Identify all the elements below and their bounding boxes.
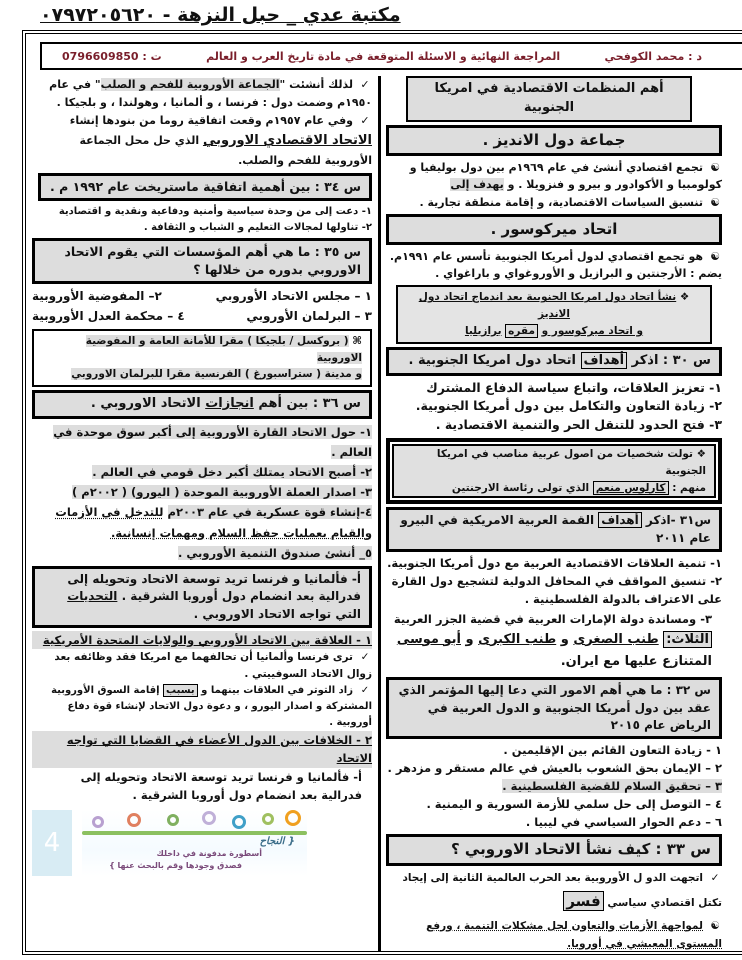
q30-answers — [386, 379, 722, 435]
command-icon: ⌘ — [348, 334, 362, 347]
list-item: ٢– المفوضية الأوروبية — [32, 289, 162, 304]
yin-yang-icon: ☯ — [710, 919, 720, 932]
phone: ت : 0796609850 — [62, 49, 162, 63]
q33-answer-1: ✓اتجهت الدو ل الأوروبية بعد الحرب العالمية الثانية إلى إيجاد تكتل اقتصادي سياسي فسر — [386, 869, 722, 914]
q33-answer-2: ☯لمواجهة الأزمات والتعاون لحل مشكلات التنمية ، ورفع المستوى المعيشي في أوروبا. — [386, 917, 722, 954]
question-35: س ٣٥ : ما هي أهم المؤسسات التي يقوم الاتحاد الاوروبي بدوره من خلالها ؟ — [32, 238, 372, 284]
list-item: ٣- اصدار العملة الأوروبية الموحدة ( اليورو) ( ٢٠٠٢م ) — [71, 485, 372, 500]
list-item: ٢ – الإيمان بحق الشعوب بالعيش في عالم مستقر و مزدهر . — [387, 761, 722, 776]
question-34: س ٣٤ : بين أهمية اتفاقية ماستريخت عام ١٩٩٢ م . — [38, 173, 372, 201]
list-item: ١- دعت إلى من وحدة سياسية وأمنية ودفاعية ونقدية و اقتصادية — [58, 206, 372, 218]
checkmark-icon: ✓ — [360, 651, 370, 664]
list-item: ١- تعزيز العلاقات، واتباع سياسة الدفاع المشترك — [426, 379, 722, 395]
question-30: س ٣٠ : اذكر أهداف اتحاد دول امريكا الجنوبية . — [386, 347, 722, 376]
checkmark-icon: ✓ — [360, 685, 370, 697]
q35-answers — [32, 287, 372, 325]
andes-title: جماعة دول الانديز . — [386, 125, 722, 157]
image-caption-title: { النجاح — [259, 835, 295, 847]
flowers-image — [82, 810, 307, 876]
checkmark-icon: ✓ — [360, 114, 370, 128]
andes-text: ☯تجمع اقتصادي أنشئ في عام ١٩٦٩م بين دول بوليفيا و كولومبيا و الأكوادور و بيرو و فنزويلا . و يهدف إلى ☯تنسيق السياسات الاقتصادية، و إقامة منطقة تجارية . — [386, 159, 722, 210]
note-box: ⌘ ( بروكسل / بلجيكا ) مقرا للأمانة العامة و المفوضية الاوروبية و مدينة ( ستراسبورغ ) الفرنسية مقرا للبرلمان الاوروبي — [32, 329, 372, 387]
list-item: ٣ – البرلمان الأوروبي — [246, 308, 372, 323]
list-item: ٦ – دعم الحوار السياسي في ليبيا . — [525, 814, 722, 829]
teacher-name: د : محمد الكوفحي — [604, 49, 702, 63]
flower-icon — [202, 811, 216, 825]
image-row — [32, 810, 372, 876]
list-item: ١ – مجلس الاتحاد الأوروبي — [215, 289, 372, 304]
yin-yang-icon: ☯ — [710, 250, 720, 264]
q31-answers — [386, 555, 722, 674]
list-item: ٣ – تحقيق السلام للقضية الفلسطينية . — [502, 778, 722, 793]
shop-header: مكتبة عدي _ حبل النزهة - ٠٧٩٧٢٠٥٦٢٠ — [40, 4, 401, 26]
eu-origin-text: ✓لذلك أنشئت "الجماعة الأوروبية للفحم و الصلب" في عام ١٩٥٠م وضمت دول : فرنسا ، و ألمانيا ، وهولندا ، و بلجيكا . ✓وفي عام ١٩٥٧م وقعت اتفاقية روما من بنودها إنشاء الاتحاد الاقتصادي الاوروبي الذي حل محل الجماعة الأوروبية للفحم والصلب. — [49, 78, 372, 167]
list-item: ٢- تنسيق المواقف في المحافل الدولية لتشجيع دول القارة على الاعتراف بالدولة الفلسطينية . — [391, 573, 722, 606]
question-36: س ٣٦ : بين أهم انجازات الاتحاد الاوروبي . — [32, 390, 372, 419]
flower-icon — [232, 815, 246, 829]
mercosur-text: ☯هو تجمع اقتصادي لدول أمريكا الجنوبية تأسس عام ١٩٩١م. يضم : الأرجنتين و البرازيل و الأوروغواي و باراغواي . — [389, 250, 722, 281]
list-item: ٤ – محكمة العدل الأوروبية — [32, 308, 185, 323]
page-number: 4 — [32, 810, 72, 876]
list-item: ٤ – التوصل إلى حل سلمي للأزمة السورية و اليمنية . — [426, 796, 722, 811]
image-caption: أسطورة مدفونة في داخلك — [156, 848, 262, 858]
question-37: أ- فألمانيا و فرنسا تريد توسعة الاتحاد وتحويله إلى فدرالية بعد انضمام دول أوروبا الشرقية . التحديات التي تواجه الاتحاد الاوروبي . — [32, 566, 372, 628]
list-item: ٤-إنشاء قوة عسكرية في عام ٢٠٠٣م للتدخل في الأزمات والقيام بعمليات حفظ السلام ومهمات إنسانية. — [55, 505, 372, 540]
flower-icon — [92, 816, 104, 828]
list-item: ٥_ أنشئ صندوق التنمية الأوروبي . — [178, 545, 372, 560]
mercosur-title: اتحاد ميركوسور . — [386, 214, 722, 246]
right-column — [386, 76, 722, 954]
list-item: ١- تنمية العلاقات الاقتصادية العربية مع دول أمريكا الجنوبية. — [387, 556, 722, 571]
list-item: ٢- أصبح الاتحاد يمتلك أكبر دخل قومي في العالم . — [92, 465, 372, 480]
q37-answers: ١ - العلاقة بين الاتحاد الأوروبي والولايات المتحدة الأمريكية ✓ترى فرنسا وألمانيا أن تحالفهما مع امريكا فقد وظائفه بعد زوال الاتحاد السوفييتي . ✓زاد التوتر في العلاقات بينهما و بسبب إقامة السوق الأوروبية المشتركة و اصدار اليورو ، و دعوة دول الاتحاد لإنشاء قوة دفاع أوروبية . ٢ - الخلافات بين الدول الأعضاء في القضايا التي تواجه الاتحاد أ- فألمانيا و فرنسا تريد توسعة الاتحاد وتحويله إلى فدرالية بعد انضمام دول أوروبا الشرقية . — [32, 631, 372, 805]
list-item: ٣- فتح الحدود للتنقل الحر والتنمية الاقتصادية . — [435, 417, 722, 433]
list-item: ٢- تناولها لمجالات التعليم و الشباب و الثقافة . — [143, 221, 372, 233]
question-32: س ٣٢ : ما هي أهم الامور التي دعا إليها المؤتمر الذي عقد بين دول أمريكا الجنوبية و الدول العربية في الرياض عام ٢٠١٥ — [386, 677, 722, 739]
left-column — [32, 76, 372, 876]
checkmark-icon: ✓ — [360, 78, 370, 91]
q32-answers — [386, 742, 722, 831]
list-item: ٢- زيادة التعاون والتكامل بين دول أمريكا الجنوبية. — [415, 398, 722, 414]
diamond-icon: ❖ — [692, 447, 706, 460]
question-31: س٣١ -اذكر أهداف القمة العربية الامريكية في البيرو عام ٢٠١١ — [386, 507, 722, 552]
yin-yang-icon: ☯ — [710, 161, 720, 175]
section-title: أهم المنظمات الاقتصادية في امريكا الجنوبية — [406, 76, 692, 122]
checkmark-icon: ✓ — [710, 872, 720, 885]
q36-answers — [32, 422, 372, 563]
question-33: س ٣٣ : كيف نشأ الاتحاد الاوروبي ؟ — [386, 834, 722, 866]
list-item: ١- حول الاتحاد القارة الأوروبية إلى أكبر سوق موحدة في العالم . — [53, 424, 372, 460]
list-item: ١ - زيادة التعاون القائم بين الإقليمين . — [503, 743, 722, 758]
column-divider — [378, 76, 381, 952]
header-title: المراجعة النهائية و الاسئلة المتوقعة في مادة تاريخ العرب و العالم — [206, 49, 561, 63]
note-box: ❖ تولت شخصيات من اصول عربية مناصب في امريكا الجنوبية منهم : كارلوس منعم الذي تولى رئاسة الارجنتين — [386, 438, 722, 504]
note-box: ❖ نشأ اتحاد دول امريكا الجنوبية بعد اندماج اتحاد دول الانديز و اتحاد ميركوسور و مقره برازيليا — [396, 285, 712, 343]
q34-answers — [32, 204, 372, 235]
flower-icon — [127, 813, 141, 827]
image-caption: فصدق وجودها وقم بالبحث عنها } — [109, 860, 242, 870]
diamond-icon: ❖ — [676, 291, 690, 304]
flower-icon — [262, 813, 274, 825]
list-item: ٣- ومساندة دولة الإمارات العربية في قضية الجزر العربية الثلاث: طنب الصغرى و طنب الكبرى و أبو موسى المتنازع عليها مع ايران. — [393, 611, 712, 670]
flower-icon — [285, 810, 301, 826]
page-header — [40, 42, 742, 70]
flower-icon — [167, 814, 179, 826]
yin-yang-icon: ☯ — [710, 195, 720, 209]
